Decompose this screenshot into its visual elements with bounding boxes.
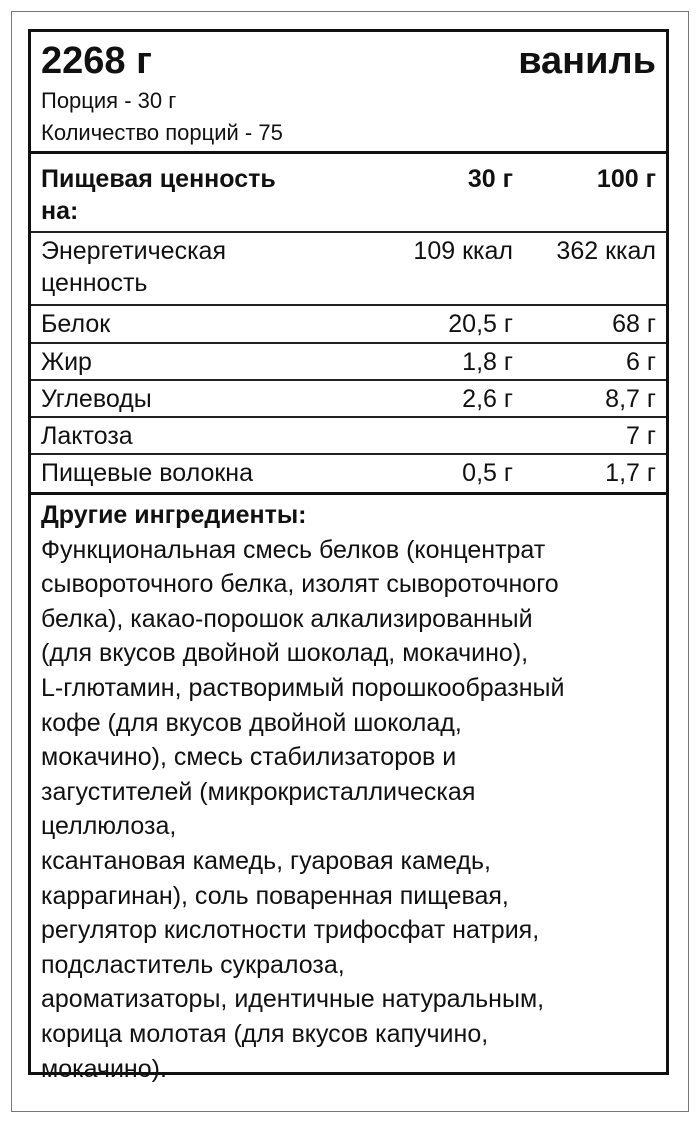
- nutrition-facts-panel: [28, 29, 669, 1083]
- nutrient-name: Энергетическая ценность: [41, 237, 226, 297]
- column-header-30g: 30 г: [467, 165, 513, 193]
- ingredients-line: ароматизаторы, идентичные натуральным,: [41, 985, 545, 1014]
- divider: [31, 453, 666, 455]
- ingredients-line: мокачино), смесь стабилизаторов и: [41, 743, 457, 772]
- nutrition-header-label: Пищевая ценность на:: [41, 165, 276, 225]
- divider-thick: [31, 492, 666, 495]
- ingredients-line: ксантановая камедь, гуаровая камедь,: [41, 846, 491, 875]
- ingredients-line: (для вкусов двойной шоколад, мокачино),: [41, 639, 529, 668]
- value-100g: 8,7 г: [605, 385, 656, 413]
- ingredients-line: кофе (для вкусов двойной шоколад,: [41, 708, 462, 737]
- ingredients-line: Функциональная смесь белков (концентрат: [41, 535, 546, 564]
- ingredients-section: [41, 498, 660, 1086]
- ingredients-line: мокачино).: [41, 1054, 167, 1083]
- nutrient-name: Лактоза: [41, 422, 133, 450]
- ingredients-line: белка), какао-порошок алкализированный: [41, 604, 533, 633]
- value-30g: 20,5 г: [448, 310, 513, 338]
- divider: [31, 304, 666, 306]
- ingredients-line: загустителей (микрокристаллическая: [41, 777, 476, 806]
- ingredients-title: Другие ингредиенты:: [41, 501, 307, 529]
- ingredients-line: L-глютамин, растворимый порошкообразный: [41, 673, 565, 702]
- value-100g: 362 ккал: [556, 237, 656, 265]
- divider: [31, 342, 666, 344]
- ingredients-line: сывороточного белка, изолят сывороточного: [41, 570, 559, 599]
- value-100g: 1,7 г: [605, 459, 656, 487]
- nutrient-name: Углеводы: [41, 385, 152, 413]
- value-30g: 109 ккал: [413, 237, 513, 265]
- divider: [31, 416, 666, 418]
- value-30g: 0,5 г: [462, 459, 513, 487]
- ingredients-line: подсластитель сукралоза,: [41, 950, 345, 979]
- value-100g: 7 г: [626, 422, 656, 450]
- product-label: [11, 11, 689, 1112]
- ingredients-line: регулятор кислотности трифосфат натрия,: [41, 916, 540, 945]
- nutrient-name: Белок: [41, 310, 111, 338]
- nutrient-name: Пищевые волокна: [41, 459, 253, 487]
- ingredients-line: целлюлоза,: [41, 812, 177, 841]
- divider: [31, 379, 666, 381]
- flavor-name: ваниль: [518, 40, 656, 82]
- value-100g: 6 г: [626, 348, 656, 376]
- servings-count: Количество порций - 75: [41, 120, 283, 145]
- ingredients-line: корица молотая (для вкусов капучино,: [41, 1019, 489, 1048]
- value-30g: 2,6 г: [462, 385, 513, 413]
- nutrient-name: Жир: [41, 348, 92, 376]
- divider-thick: [31, 151, 666, 154]
- divider: [31, 231, 666, 233]
- ingredients-line: каррагинан), соль поваренная пищевая,: [41, 881, 509, 910]
- net-weight: 2268 г: [41, 40, 152, 82]
- column-header-100g: 100 г: [596, 165, 656, 193]
- serving-size: Порция - 30 г: [41, 88, 177, 113]
- value-100g: 68 г: [612, 310, 656, 338]
- value-30g: 1,8 г: [462, 348, 513, 376]
